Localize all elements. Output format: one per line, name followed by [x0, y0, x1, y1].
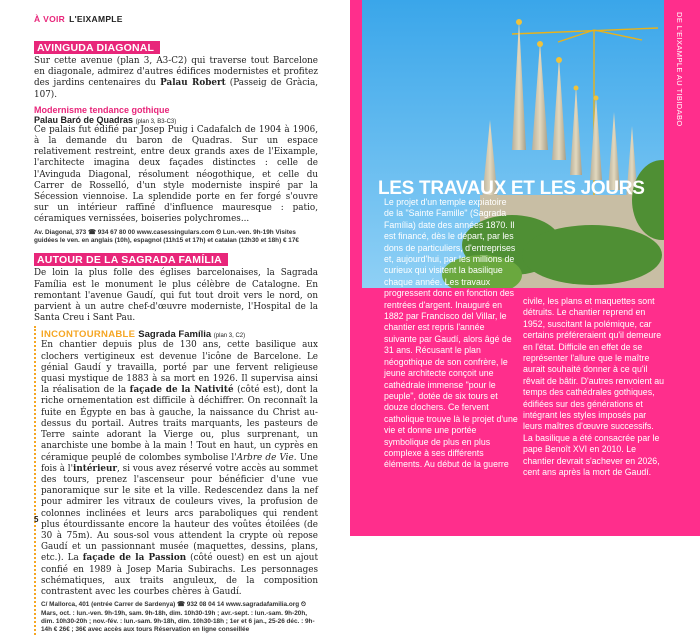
right-column-1: Le projet d'un temple expiatoire de la "Sainte Famille" (Sagrada Família) date des années 1870. Il est financé, dès le départ, par les dons de particuliers, d'entreprises et, aujourd'hui, par les millions de curieux qui visitent la basilique chaque année. Les travaux progressent donc en fonction des rentrées d'argent. Inauguré en 1882 par Francisco del Villar, le chantier est repris l'année suivante par Gaudí, alors âgé de 31 ans. Récusant le plan néogothique de son confrère, le jeune architecte conçoit une cathédrale immense "pour le peuple", dotée de six tours et douze clochers. Ce fervent catholique trouve là le projet d'une vie et donne une portée symbolique de plus en plus complexe à ses différents éléments. Au début de la guerre: [384, 197, 518, 470]
gothique-text: Ce palais fut édifié par Josep Puig i Cadafalch de 1904 à 1906, à la demande du baron de Quadras. Sur un espace relativement restreint, entre deux grands axes de l'Eixample, l'architecte imagina deux façades distinctes : celle de l'Avinguda Diagonal, résolument néogothique, et celle du Carrer de Rosselló, d'un style moderniste inspiré par la Sécession viennoise. La splendide porte en fer forgé s'ouvre sur un intérieur raffiné d'influence mauresque : patio, céramiques vernissées, boiseries polychromes...: [34, 124, 318, 225]
inc-text-4: , si vous avez réservé votre accès au sommet des tours, prenez l'ascenseur pour bénéficier d'une vue panoramique sur le site et la ville. Redescendez dans la nef pour admirer les vitraux de couleurs vives, la profusion de colonnes inclinées et leurs arcs paraboliques qui rendent plus étourdissante encore la hauteur des voûtes étoilées (de 30 à 75m). Au sous-sol vous attendent la crypte où repose Gaudí et un passionnant musée (maquettes, dessins, plans, etc.). La: [41, 463, 319, 564]
inc-text-5: (côté ouest) en est un ajout confié en 1989 à Josep Maria Subirachs. Les personnages schématiques, aux traits anguleux, de la composition contrastent avec les courbes chères à Gaudí.: [41, 553, 318, 597]
avinguda-text-a: Sur cette avenue (plan 3, A3-C2) qui traverse tout Barcelone en diagonale, admirez d'autres édifices modernistes et profitez des jardins centenaires du: [34, 56, 318, 89]
inc-text-1: En chantier depuis plus de 130 ans, cette basilique aux clochers vertigineux est devenue l'icône de Barcelone. Le génial Gaudí y travailla, porté par une fervent religieuse quasi mystique de 1883 à sa mort en 1926. Il supervisa ainsi la réalisation de la: [41, 340, 318, 396]
gothique-place: [34, 115, 318, 125]
gothique-heading: Modernisme tendance gothique: [34, 104, 170, 115]
avinguda-text: [34, 56, 318, 101]
passion: façade de la Passion: [82, 553, 187, 564]
incontournable-text: [41, 340, 318, 598]
inc-text-2: (côté est), dont la riche ornementation est difficile à déchiffrer. On reconnaît la fuite en Égypte en bas à gauche, la naissance du Christ au-dessus du portail. Autres traits marquants, les pasteurs de Terre sainte adorant la Vierge ou, plus surprenant, un anarchiste une bombe à la main ! Tout en haut, un cyprès en céramique peuplé de colombes symbolise l': [41, 385, 318, 463]
running-header: [34, 14, 123, 24]
left-page: [0, 0, 350, 634]
incontournable-plan: (plan 3, C2): [213, 333, 246, 340]
incontournable-tag: INCONTOURNABLE: [41, 329, 136, 341]
palau-robert: Palau Robert: [160, 78, 226, 89]
avinguda-heading: AVINGUDA DIAGONAL: [34, 41, 160, 54]
incontournable-box: [34, 326, 318, 634]
box-title: LES TRAVAUX ET LES JOURS: [378, 178, 645, 199]
interieur: intérieur: [73, 463, 118, 474]
place-name: Palau Baró de Quadras: [34, 114, 134, 125]
inc-text-3: . Une fois à l': [41, 452, 318, 474]
avinguda-text-b: (Passeig de Gràcia, 107).: [34, 78, 318, 100]
vertical-label-text: DE L'EIXAMPLE AU TIBIDABO: [675, 12, 684, 127]
right-page: [350, 0, 700, 536]
header-section: À VOIR: [34, 14, 66, 24]
page-number: 5: [34, 515, 39, 524]
incontournable-title: [41, 329, 318, 340]
incontournable-info: C/ Mallorca, 401 (entrée Carrer de Sardenya) ☎ 932 08 04 14 www.sagradafamilia.org ⏲ Mars, oct. : lun.-ven. 9h-19h, sam. 9h-18h, dim. 10h30-19h ; avr.-sept. : lun.-sam. 9h-20h, dim. 10h30-20h ; nov.-fév. : lun.-sam. 9h-18h, dim. 10h30-18h ; 1er et 6 jan., 25-26 déc. : 9h-14h € 26€ ; 36€ avec accès aux tours Réservation en ligne conseillée: [41, 601, 315, 634]
left-column: [34, 38, 318, 640]
vertical-label: [674, 12, 690, 524]
arbre-de-vie: Arbre de Vie: [236, 452, 294, 463]
sagrada-heading: AUTOUR DE LA SAGRADA FAMÍLIA: [34, 253, 228, 266]
nativite: façade de la Nativité: [129, 385, 234, 396]
incontournable-name: Sagrada Família: [138, 329, 212, 341]
sagrada-text: De loin la plus folle des églises barcelonaises, la Sagrada Família est le monument le plus célèbre de Catalogne. En remontant l'avenue Gaudí, qui fut tout droit vers le nord, on parvient à un autre chef-d'œuvre moderniste, l'Hospital de la Santa Creu i Sant Pau.: [34, 268, 318, 324]
gothique-info: Av. Diagonal, 373 ☎ 934 67 80 00 www.casessingulars.com ⏲ Lun.-ven. 9h-19h Visites guidées le ven. en anglais (10h), espagnol (11h15 et 17h) et catalan (12h30 et 18h) € 17€: [34, 228, 299, 245]
right-column-2: civile, les plans et maquettes sont détruits. Le chantier reprend en 1952, suscitant la polémique, car certains préféreraient qu'il demeure en l'état. Difficile en effet de se représenter l'allure que le maître aurait souhaité donner à ce qu'il rêvait de bâtir. D'autres renvoient au temps des cathédrales gothiques, édifiées sur des générations et intégrant les styles imposés par leurs maîtres d'œuvre successifs. La basilique a été consacrée par le pape Benoît XVI en 2010. Le chantier devrait s'achever en 2026, cent ans après la mort de Gaudí.: [523, 296, 665, 478]
header-subsection: L'EIXAMPLE: [69, 14, 123, 24]
place-plan: (plan 3, B3-C3): [135, 118, 177, 125]
